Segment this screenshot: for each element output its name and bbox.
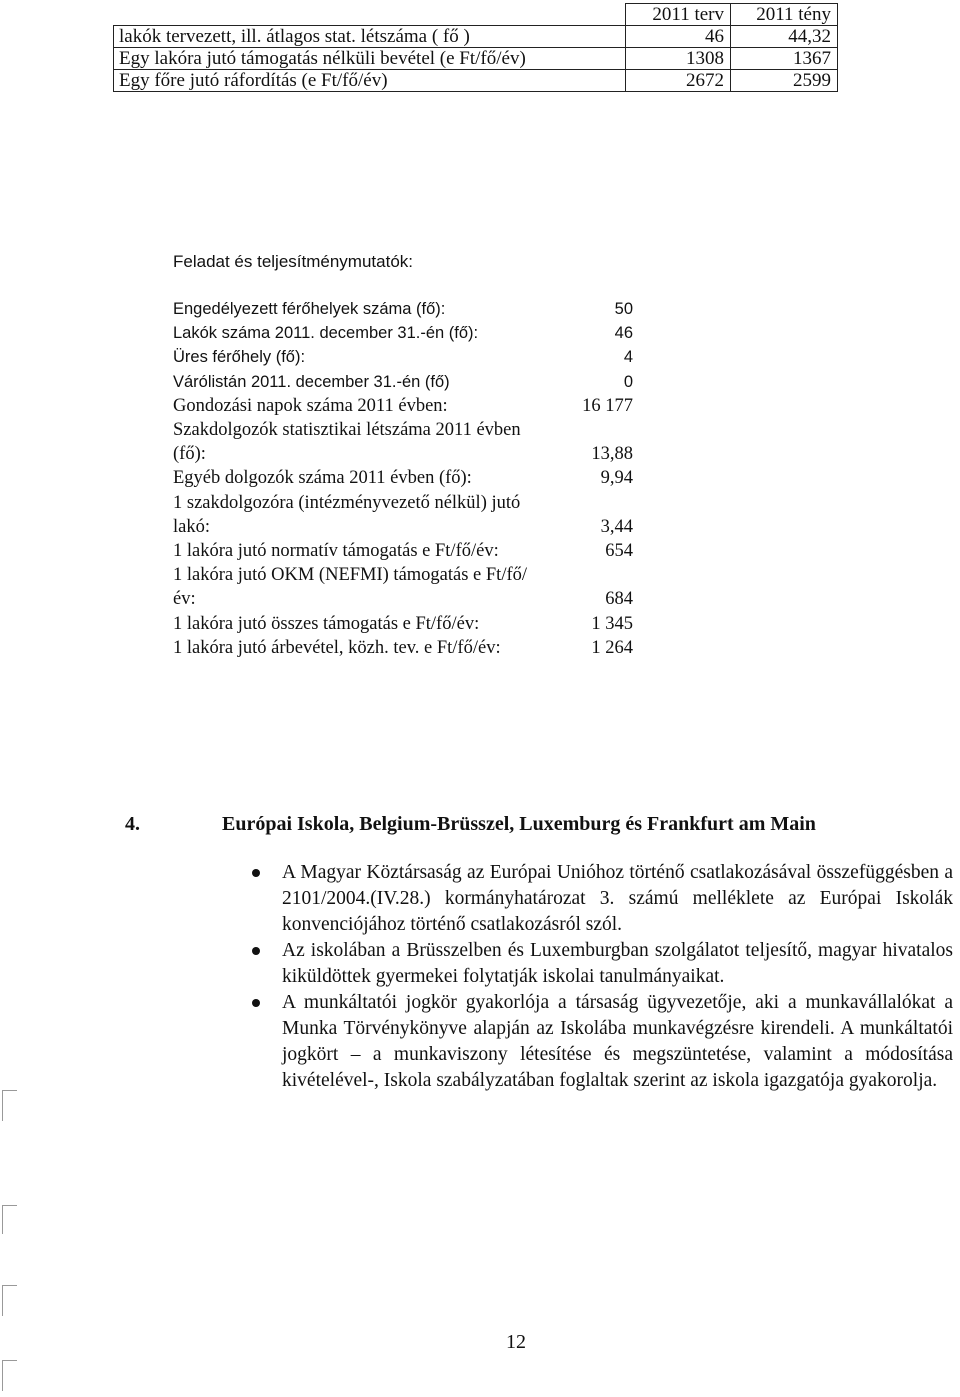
table-header-plan: 2011 terv	[626, 4, 731, 26]
indicator-label: Várólistán 2011. december 31.-én (fő)	[173, 372, 450, 391]
table-cell-actual: 2599	[731, 70, 838, 92]
scan-edge-mark	[2, 1205, 17, 1234]
indicator-value: 3,44	[600, 516, 633, 537]
indicator-value: 50	[614, 300, 633, 318]
scan-edge-mark	[2, 1360, 17, 1391]
section-title: Európai Iskola, Belgium-Brüsszel, Luxemburg és Frankfurt am Main	[222, 813, 816, 835]
indicator-value: 16 177	[582, 395, 633, 416]
indicator-row	[173, 466, 633, 490]
indicator-label: Egyéb dolgozók száma 2011 évben (fő):	[173, 468, 472, 489]
indicator-label: 1 lakóra jutó normatív támogatás e Ft/fő/év:	[173, 541, 499, 562]
indicator-label: 1 szakdolgozóra (intézményvezető nélkül) jutó lakó:	[173, 492, 521, 537]
list-item-text: A munkáltatói jogkör gyakorlója a társaság ügyvezetője, aki a munkavállalókat a Munka Törvénykönyve alapján az Iskolába munkavégzésre kirendeli. A munkáltatói jogkört – a munkaviszony létesítése és megszüntetése, valamint a módosítása kivételével-, Iskola szabályzatában foglaltak szerint az iskola igazgatója gyakorolja.	[282, 992, 953, 1091]
indicator-row	[173, 394, 633, 418]
section-bullet-list	[248, 860, 953, 1094]
indicator-value: 654	[605, 541, 633, 562]
page-number: 12	[506, 1331, 526, 1353]
indicator-value: 1 264	[591, 637, 633, 658]
bullet-icon	[252, 869, 260, 877]
list-item	[248, 990, 953, 1094]
indicator-row	[173, 563, 633, 611]
indicators-heading: Feladat és teljesítménymutatók:	[173, 252, 414, 271]
table-header-actual: 2011 tény	[731, 4, 838, 26]
indicator-value: 13,88	[591, 444, 633, 465]
table-cell-plan: 2672	[626, 70, 731, 92]
section-number: 4.	[125, 813, 140, 835]
indicator-value: 46	[614, 324, 633, 343]
table-cell-actual: 44,32	[731, 26, 838, 48]
indicator-label: 1 lakóra jutó összes támogatás e Ft/fő/év:	[173, 613, 480, 634]
indicator-value: 4	[623, 348, 633, 367]
indicator-row	[173, 636, 633, 660]
indicator-value: 9,94	[600, 468, 633, 489]
indicator-row	[173, 321, 633, 345]
indicator-row	[173, 418, 633, 466]
table-cell-label: Egy főre jutó ráfordítás (e Ft/fő/év)	[114, 70, 626, 92]
indicator-row	[173, 612, 633, 636]
indicator-label: Üres férőhely (fő):	[173, 348, 306, 367]
table-cell-plan: 46	[626, 26, 731, 48]
table-cell-label: lakók tervezett, ill. átlagos stat. létszáma ( fő )	[114, 26, 626, 48]
indicator-label: Szakdolgozók statisztikai létszáma 2011 évben (fő):	[173, 420, 521, 465]
indicator-label: Lakók száma 2011. december 31.-én (fő):	[173, 324, 479, 343]
indicator-value: 684	[605, 589, 633, 610]
list-item	[248, 860, 953, 938]
indicator-label: Engedélyezett férőhelyek száma (fő):	[173, 300, 446, 318]
bullet-icon	[252, 947, 260, 955]
table-header-blank	[114, 4, 626, 26]
indicator-row	[173, 539, 633, 563]
scan-edge-mark	[2, 1090, 17, 1121]
list-item	[248, 938, 953, 990]
indicator-row	[173, 491, 633, 539]
scan-edge-mark	[2, 1285, 17, 1316]
table-cell-plan: 1308	[626, 48, 731, 70]
statistics-table	[113, 3, 838, 92]
table-header-row	[114, 4, 838, 26]
table-row	[114, 26, 838, 48]
indicator-label: 1 lakóra jutó árbevétel, közh. tev. e Ft/fő/év:	[173, 637, 501, 658]
table-cell-actual: 1367	[731, 48, 838, 70]
table-row	[114, 70, 838, 92]
indicator-value: 0	[623, 372, 633, 391]
indicator-row	[173, 345, 633, 369]
list-item-text: A Magyar Köztársaság az Európai Unióhoz történő csatlakozásával összefüggésben a 2101/2004.(IV.28.) kormányhatározat 3. számú melléklete az Európai Iskolák konvenciójához történő csatlakozásról szól.	[282, 862, 953, 935]
indicator-row	[173, 297, 633, 321]
indicator-label: 1 lakóra jutó OKM (NEFMI) támogatás e Ft/fő/év:	[173, 565, 528, 610]
indicator-row	[173, 370, 633, 394]
table-row	[114, 48, 838, 70]
bullet-icon	[252, 999, 260, 1007]
indicator-value: 1 345	[591, 613, 633, 634]
table-cell-label: Egy lakóra jutó támogatás nélküli bevétel (e Ft/fő/év)	[114, 48, 626, 70]
indicator-label: Gondozási napok száma 2011 évben:	[173, 395, 448, 416]
list-item-text: Az iskolában a Brüsszelben és Luxemburgban szolgálatot teljesítő, magyar hivatalos kiküldöttek gyermekei folytatják iskolai tanulmányaikat.	[282, 940, 953, 987]
indicators-list	[173, 297, 633, 660]
